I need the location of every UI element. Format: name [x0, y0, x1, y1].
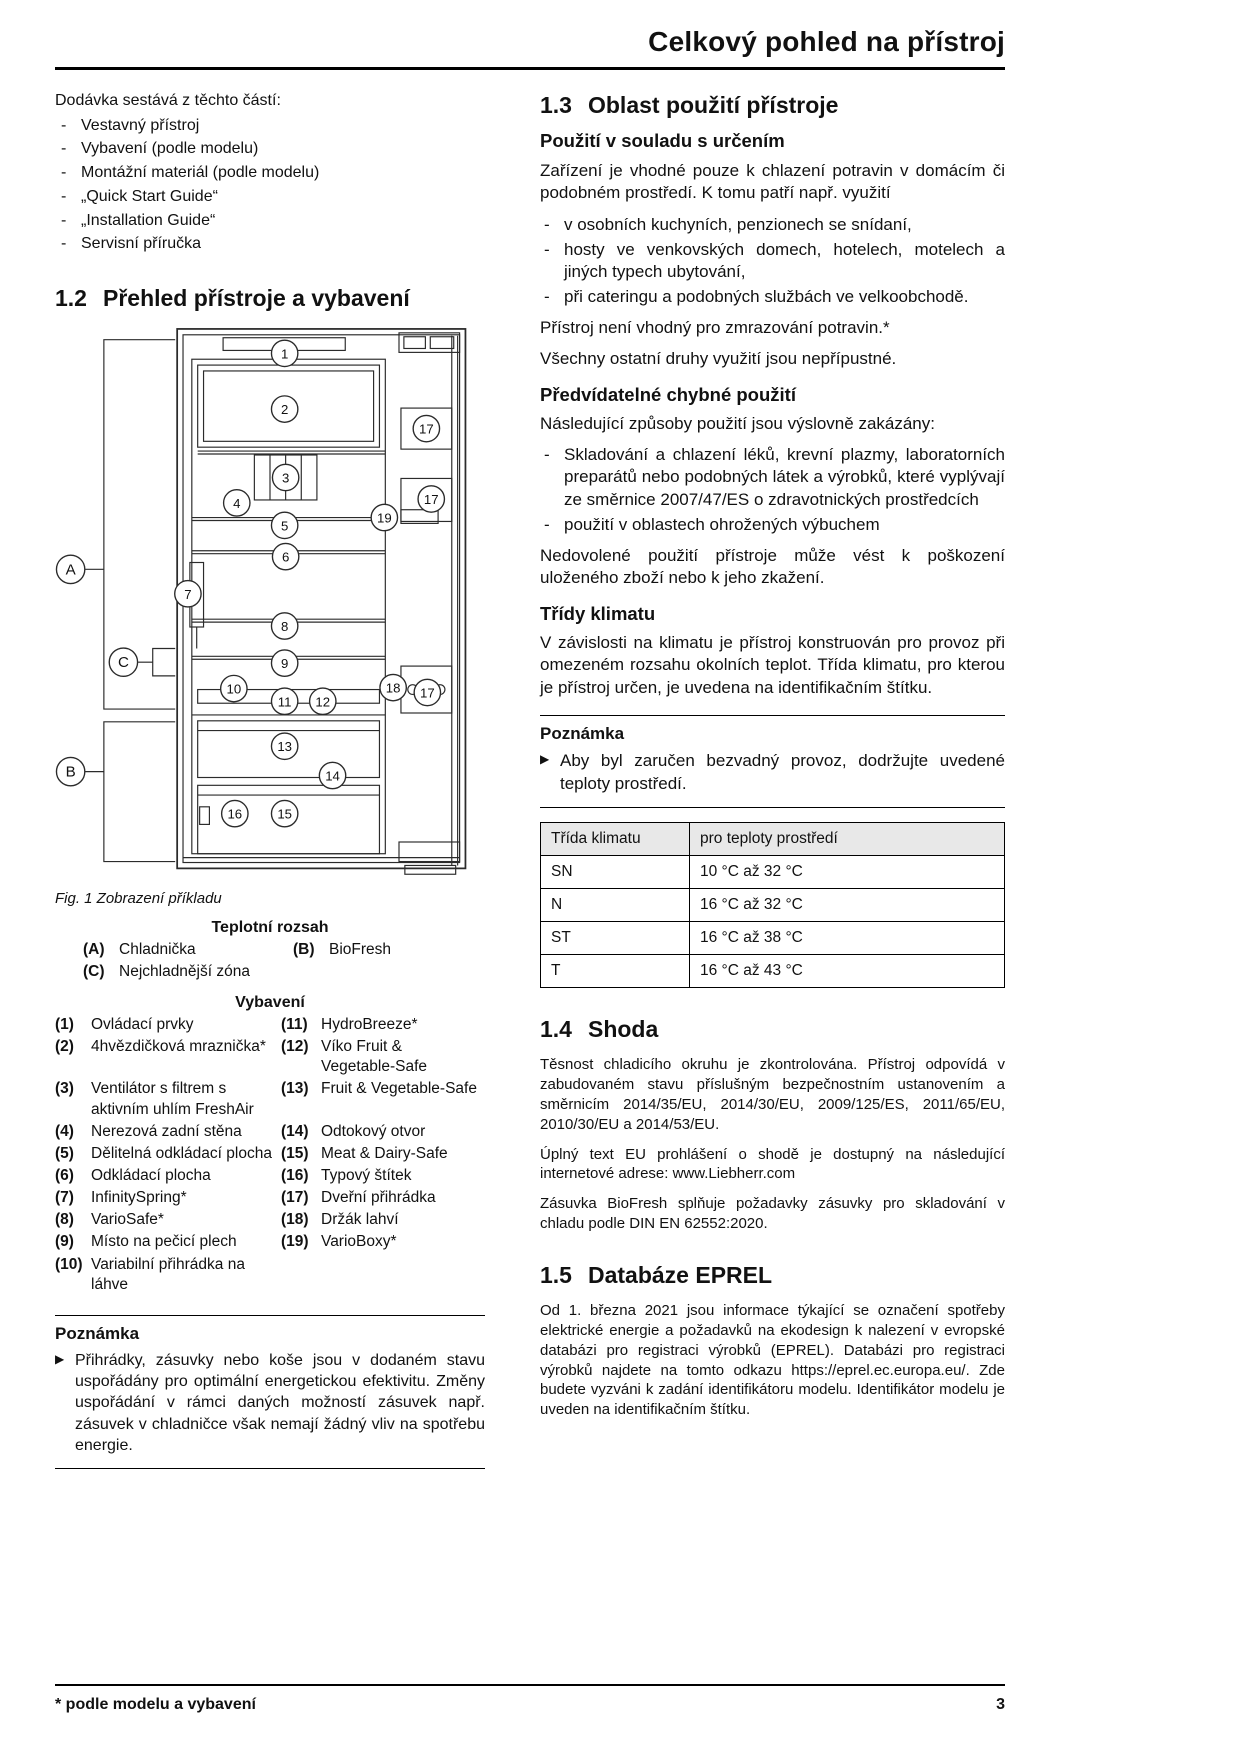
note-block-right	[540, 715, 1005, 808]
svg-text:7: 7	[184, 586, 192, 602]
equipment-label: Odkládací plocha	[91, 1166, 211, 1184]
equipment-key: (7)	[55, 1189, 74, 1207]
temp-range-cell: 16 °C až 38 °C	[690, 922, 1005, 955]
equipment-label: Víko Fruit & Vegetable-Safe	[321, 1038, 428, 1076]
paragraph: Následující způsoby použití jsou výslovně zakázány:	[540, 413, 935, 433]
svg-text:17: 17	[423, 491, 439, 507]
svg-text:6: 6	[281, 549, 290, 565]
temp-range-cell: 16 °C až 32 °C	[690, 889, 1005, 922]
paragraph: Zásuvka BioFresh splňuje požadavky zásuvky pro skladování v chladu podle DIN EN 62552:2020.	[540, 1195, 1005, 1233]
list-item: - hosty ve venkovských domech, hotelech, motelech a jiných typech ubytování,	[540, 239, 1005, 283]
equipment-row	[55, 1166, 485, 1186]
section-1-5-title: Databáze EPREL	[587, 1262, 773, 1289]
section-1-4-number: 1.4	[540, 1016, 572, 1043]
subheading-intended-use: Použití v souladu s určením	[540, 130, 785, 152]
table-header-row	[541, 823, 1005, 856]
equipment-row	[55, 1122, 485, 1142]
svg-text:18: 18	[385, 680, 401, 696]
climate-class-cell: N	[541, 889, 690, 922]
right-column	[540, 90, 1005, 1430]
svg-text:10: 10	[226, 681, 242, 697]
section-1-5-heading	[540, 1262, 1005, 1288]
paragraph: Zařízení je vhodné pouze k chlazení potravin v domácím či podobném prostředí. K tomu patří např. využití	[540, 160, 1005, 203]
equipment-label: InfinitySpring*	[91, 1189, 187, 1207]
figure-callout-14	[319, 762, 345, 788]
svg-text:13: 13	[277, 738, 292, 754]
legend-key	[293, 962, 329, 982]
figure-callout-18	[380, 674, 406, 700]
page-number: 3	[996, 1696, 1005, 1713]
two-column-layout	[55, 90, 1005, 1469]
figure-callout-4	[224, 489, 250, 515]
table-header-temp: pro teploty prostředí	[690, 823, 1005, 856]
climate-class-cell: SN	[541, 856, 690, 889]
paragraph: Přístroj není vhodný pro zmrazování potravin.*	[540, 317, 890, 337]
delivery-item: - „Installation Guide“	[59, 210, 485, 232]
svg-text:B: B	[65, 763, 76, 781]
section-1-2-number: 1.2	[55, 285, 87, 312]
figure-callout-B	[56, 757, 84, 785]
section-1-4-title: Shoda	[587, 1016, 659, 1043]
equipment-key: (6)	[55, 1166, 74, 1184]
delivery-item: - Vestavný přístroj	[59, 115, 485, 137]
page-header	[55, 26, 1005, 70]
section-1-3-title: Oblast použití přístroje	[587, 92, 839, 118]
equipment-row	[55, 1037, 485, 1077]
equipment-key: (16)	[281, 1166, 309, 1184]
figure-callout-13	[271, 733, 297, 759]
section-1-2-heading	[55, 285, 485, 311]
svg-text:8: 8	[280, 618, 289, 634]
legend-key: (C)	[83, 962, 105, 980]
equipment-key: (13)	[281, 1080, 309, 1098]
figure-callout-17	[418, 485, 444, 511]
figure-callout-C	[109, 648, 137, 676]
figure-caption: Fig. 1 Zobrazení příkladu	[55, 889, 222, 907]
figure-callout-2	[271, 395, 297, 421]
equipment-key	[281, 1255, 321, 1295]
equipment-label: Meat & Dairy-Safe	[321, 1144, 448, 1162]
equipment-label: Typový štítek	[321, 1166, 412, 1184]
temp-range-cell: 10 °C až 32 °C	[690, 856, 1005, 889]
figure-callout-19	[371, 504, 397, 530]
equipment-row	[55, 1210, 485, 1230]
note-title: Poznámka	[55, 1323, 140, 1343]
equipment-key: (17)	[281, 1189, 309, 1207]
svg-text:19: 19	[377, 510, 392, 526]
legend-label: Nejchladnější zóna	[119, 962, 250, 980]
legend-label: Chladnička	[119, 940, 196, 958]
svg-text:16: 16	[227, 806, 243, 822]
svg-text:C: C	[117, 653, 129, 671]
svg-text:17: 17	[419, 421, 434, 437]
equipment-row	[55, 1015, 485, 1035]
equipment-key: (3)	[55, 1080, 74, 1098]
svg-text:4: 4	[233, 495, 241, 511]
svg-text:12: 12	[315, 693, 331, 709]
figure-callout-A	[56, 555, 84, 583]
figure-callout-15	[271, 800, 297, 826]
svg-text:A: A	[65, 560, 76, 578]
table-row	[541, 955, 1005, 988]
equipment-row	[55, 1232, 485, 1252]
equipment-label: Nerezová zadní stěna	[91, 1122, 242, 1140]
equipment-label: VarioBoxy*	[321, 1233, 397, 1251]
svg-text:17: 17	[420, 684, 435, 700]
equipment-key: (8)	[55, 1211, 74, 1229]
legend-label	[329, 962, 485, 982]
delivery-item: - Montážní materiál (podle modelu)	[59, 162, 485, 184]
equipment-row	[55, 1144, 485, 1164]
equipment-row	[55, 1079, 485, 1119]
svg-text:15: 15	[277, 806, 292, 822]
legend-key: (B)	[293, 940, 315, 958]
figure-callout-16	[222, 800, 248, 826]
equipment-label: Variabilní přihrádka na láhve	[91, 1255, 245, 1293]
table-header-class: Třída klimatu	[541, 823, 690, 856]
equipment-key: (4)	[55, 1122, 74, 1140]
paragraph: V závislosti na klimatu je přístroj konstruován pro provoz při omezeném rozsahu okolních teplot. Třída klimatu, pro kterou je přístroj určen, je uvedena na identifikačním štítku.	[540, 632, 1005, 697]
equipment-key: (10)	[55, 1255, 83, 1273]
list-item: - při cateringu a podobných službách ve velkoobchodě.	[540, 286, 1005, 308]
equipment-row	[55, 1255, 485, 1295]
temperature-range-legend	[55, 940, 485, 982]
equipment-key: (5)	[55, 1144, 74, 1162]
equipment-row	[55, 1188, 485, 1208]
paragraph: Úplný text EU prohlášení o shodě je dostupný na následující internetové adrese: www.Liebherr.com	[540, 1145, 1005, 1183]
equipment-key: (1)	[55, 1015, 74, 1033]
equipment-title: Vybavení	[235, 993, 305, 1011]
delivery-intro: Dodávka sestává z těchto částí:	[55, 92, 281, 109]
subheading-climate-classes: Třídy klimatu	[540, 602, 656, 624]
section-1-3-heading	[540, 92, 1005, 118]
equipment-key: (18)	[281, 1211, 309, 1229]
legend-row	[83, 940, 485, 960]
page-content	[55, 26, 1005, 1469]
delivery-item: - „Quick Start Guide“	[59, 186, 485, 208]
equipment-label: 4hvězdičková mraznička*	[91, 1038, 266, 1056]
equipment-legend	[55, 1015, 485, 1295]
equipment-label: Místo na pečicí plech	[91, 1233, 237, 1251]
figure-callout-1	[271, 340, 297, 366]
delivery-item: - Vybavení (podle modelu)	[59, 138, 485, 160]
page-footer	[55, 1684, 1005, 1714]
list-item: - použití v oblastech ohrožených výbuchem	[540, 514, 1005, 536]
subheading-misuse: Předvídatelné chybné použití	[540, 383, 796, 405]
figure-callout-3	[272, 464, 298, 490]
paragraph: Nedovolené použití přístroje může vést k poškození uloženého zboží nebo k jeho zkažení.	[540, 545, 1005, 588]
fridge-drawing	[55, 326, 485, 878]
equipment-key: (12)	[281, 1038, 309, 1056]
climate-class-cell: T	[541, 955, 690, 988]
figure-callouts	[56, 340, 444, 827]
delivery-item: - Servisní příručka	[59, 233, 485, 255]
svg-text:14: 14	[325, 768, 340, 784]
legend-row	[83, 962, 485, 982]
equipment-key: (9)	[55, 1233, 74, 1251]
equipment-label: Ventilátor s filtrem s aktivním uhlím FreshAir	[91, 1080, 254, 1118]
equipment-label: Fruit & Vegetable-Safe	[321, 1080, 477, 1098]
svg-text:3: 3	[281, 469, 290, 485]
note-text: ▶ Aby byl zaručen bezvadný provoz, dodržujte uvedené teploty prostředí.	[540, 750, 1005, 795]
temperature-range-title: Teplotní rozsah	[211, 918, 329, 936]
equipment-label: Držák lahví	[321, 1211, 399, 1229]
figure-callout-9	[271, 649, 297, 675]
legend-key: (A)	[83, 940, 105, 958]
table-row	[541, 889, 1005, 922]
figure-callout-5	[271, 512, 297, 538]
equipment-key: (11)	[281, 1015, 308, 1033]
section-1-4-heading	[540, 1016, 1005, 1042]
figure-callout-11	[271, 688, 297, 714]
section-1-3-number: 1.3	[540, 92, 572, 118]
appliance-figure	[55, 326, 485, 878]
svg-text:2: 2	[280, 401, 289, 417]
equipment-label: Dělitelná odkládací plocha	[91, 1144, 272, 1162]
paragraph: Těsnost chladicího okruhu je zkontrolována. Přístroj odpovídá v zabudovaném stavu příslušným bezpečnostním ustanovením a směrnicím 2014/35/EU, 2014/30/EU, 2009/125/ES, 2011/65/EU, 2010/30/EU a 2014/53/EU.	[540, 1055, 1005, 1133]
figure-callout-17	[413, 415, 439, 441]
note-block-left	[55, 1315, 485, 1469]
figure-callout-8	[271, 612, 297, 638]
svg-text:9: 9	[280, 655, 289, 671]
equipment-label: VarioSafe*	[91, 1211, 164, 1229]
delivery-list	[59, 115, 485, 256]
figure-callout-6	[272, 543, 298, 569]
misuse-list	[540, 444, 1005, 535]
section-1-5-number: 1.5	[540, 1262, 572, 1289]
left-column	[55, 90, 485, 1469]
equipment-label: Ovládací prvky	[91, 1015, 194, 1033]
equipment-key: (14)	[281, 1122, 309, 1140]
equipment-key: (19)	[281, 1233, 309, 1251]
legend-label: BioFresh	[329, 940, 392, 958]
climate-class-cell: ST	[541, 922, 690, 955]
footer-note: * podle modelu a vybavení	[55, 1696, 256, 1713]
table-row	[541, 856, 1005, 889]
paragraph: Všechny ostatní druhy využití jsou nepřípustné.	[540, 349, 897, 369]
figure-callout-10	[221, 675, 247, 701]
section-1-2-title: Přehled přístroje a vybavení	[102, 285, 410, 312]
equipment-key: (2)	[55, 1038, 74, 1056]
equipment-label: Dveřní přihrádka	[321, 1189, 436, 1207]
equipment-label: Odtokový otvor	[321, 1122, 426, 1140]
climate-class-table	[540, 822, 1005, 988]
table-row	[541, 922, 1005, 955]
svg-text:1: 1	[280, 345, 289, 361]
svg-text:5: 5	[280, 517, 289, 533]
intended-use-list	[540, 214, 1005, 308]
list-item: - Skladování a chlazení léků, krevní plazmy, laboratorních preparátů nebo podobných látek a výrobků, které vyplývají ze směrnice 2007/47/ES o zdravotnických prostředcích	[540, 444, 1005, 510]
table-body	[541, 856, 1005, 988]
paragraph: Od 1. března 2021 jsou informace týkající se označení spotřeby elektrické energie a požadavků na ekodesign k nalezení v evropské databázi pro registraci výrobků (EPREL). Databázi pro registraci výrobků najdete na tomto odkazu https://eprel.ec.europa.eu/. Zde budete vyzváni k zadání identifikátoru modelu. Identifikátor modelu je uveden na identifikačním štítku.	[540, 1301, 1005, 1419]
figure-callout-12	[310, 688, 336, 714]
list-item: - v osobních kuchyních, penzionech se snídaní,	[540, 214, 1005, 236]
page-title: Celkový pohled na přístroj	[648, 26, 1005, 57]
note-text: ▶ Přihrádky, zásuvky nebo koše jsou v dodaném stavu uspořádány pro optimální energetickou efektivitu. Změny uspořádání v rámci daných možností zásuvek např. zásuvek v chladničce však nemají žádný vliv na spotřebu energie.	[55, 1350, 485, 1456]
equipment-label	[321, 1255, 485, 1295]
figure-callout-17	[414, 679, 440, 705]
equipment-label: HydroBreeze*	[321, 1015, 418, 1033]
equipment-key: (15)	[281, 1144, 309, 1162]
temp-range-cell: 16 °C až 43 °C	[690, 955, 1005, 988]
figure-callout-7	[175, 580, 201, 606]
svg-text:11: 11	[277, 693, 292, 709]
note-title: Poznámka	[540, 724, 625, 744]
